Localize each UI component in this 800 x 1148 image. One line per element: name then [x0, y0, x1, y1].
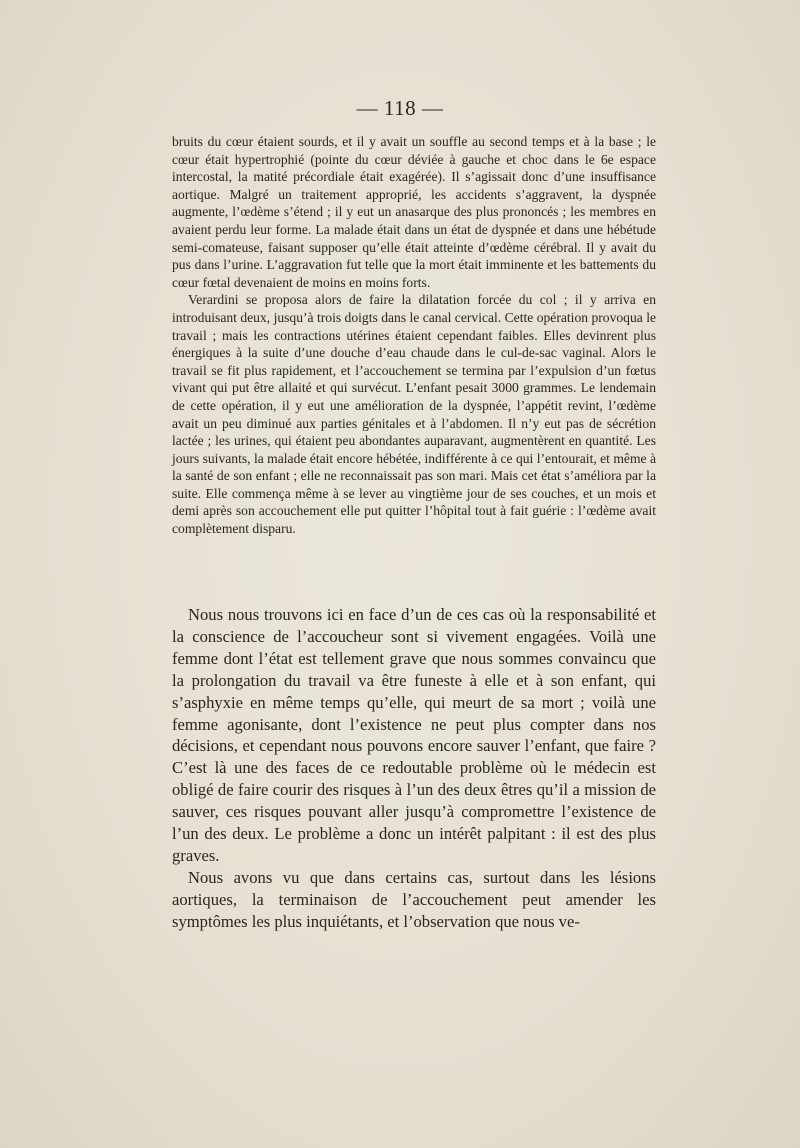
discussion-paragraph-2: Nous avons vu que dans certains cas, surtout dans les lésions aortiques, la terminaison de l’accouchement peut amender les symptômes les plus inquiétants, et l’observation que nous ve-	[172, 867, 656, 931]
discussion-text	[172, 604, 656, 933]
observation-text	[172, 133, 656, 538]
observation-paragraph-2: Verardini se proposa alors de faire la dilatation forcée du col ; il y arriva en introduisant deux, jusqu’à trois doigts dans le canal cervical. Cette opération provoqua le travail ; mais les contractions utérines étaient cependant faibles. Elles devinrent plus énergiques à la suite d’une douche d’eau chaude dans le cul-de-sac vaginal. Alors le travail se fit plus rapidement, et l’accouchement se termina par l’expulsion d’un fœtus vivant qui put être allaité et qui survécut. L’enfant pesait 3000 grammes. Le lendemain de cette opération, il y eut une amélioration de la dyspnée, l’appétit revint, l’œdème avait un peu diminué aux parties génitales et à l’abdomen. Il n’y eut pas de sécrétion lactée ; les urines, qui étaient peu abondantes auparavant, augmentèrent en quantité. Les jours suivants, la malade était encore hébétée, indifférente à ce qui l’entourait, et même à la santé de son enfant ; elle ne reconnaissait pas son mari. Mais cet état s’améliora par la suite. Elle commença même à se lever au vingtième jour de ses couches, et un mois et demi après son accouchement elle put quitter l’hôpital tout à fait guérie : l’œdème avait complètement disparu.	[172, 292, 657, 537]
page-number: — 118 —	[356, 96, 444, 120]
discussion-paragraph-1: Nous nous trouvons ici en face d’un de ces cas où la responsabilité et la conscience de l’accoucheur sont si vivement engagées. Voilà une femme dont l’état est tellement grave que nous sommes convaincu que la prolongation du travail va être funeste à elle et à son enfant, qui s’asphyxie en même temps qu’elle, qui meurt de sa mort ; voilà une femme agonisante, dont l’existence ne peut plus compter dans nos décisions, et cependant nous pouvons encore sauver l’enfant, que faire ? C’est là une des faces de ce redoutable problème où le médecin est obligé de faire courir des risques à l’un des deux êtres qu’il a mission de sauver, ces risques pouvant aller jusqu’à compromettre l’existence de l’un des deux. Le problème a donc un intérêt palpitant : il est des plus graves.	[172, 605, 656, 865]
observation-paragraph-1: bruits du cœur étaient sourds, et il y avait un souffle au second temps et à la base ; le cœur était hypertrophié (pointe du cœur déviée à gauche et choc dans le 6e espace intercostal, la matité précordiale était exagérée). Il s’agissait donc d’une insuffisance aortique. Malgré un traitement approprié, les accidents s’aggravent, la dyspnée augmente, l’œdème s’étend ; il y eut un anasarque des plus prononcés ; les membres en avaient perdu leur forme. La malade était dans un état de dyspnée et dans une hébétude semi-comateuse, faisant supposer qu’elle était atteinte d’œdème cérébral. Il y avait du pus dans l’urine. L’aggravation fut telle que la mort était imminente et les battements du cœur fœtal devenaient de moins en moins forts.	[172, 134, 656, 290]
